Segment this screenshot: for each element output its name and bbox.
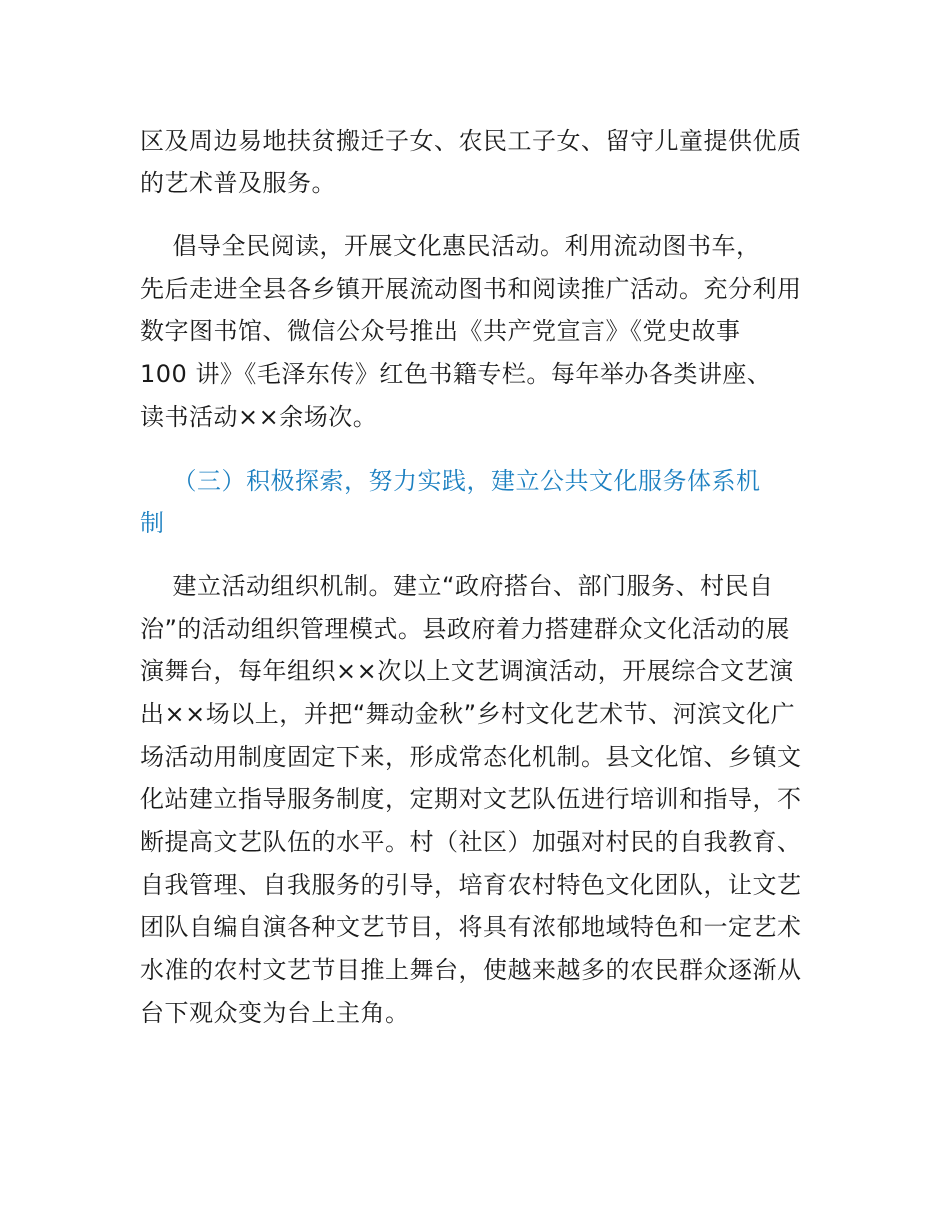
- text-line: 出××场以上，并把“舞动金秋”乡村文化艺术节、河滨文化广: [140, 700, 796, 728]
- text-line: 先后走进全县各乡镇开展流动图书和阅读推广活动。充分利用: [140, 275, 802, 303]
- text-line: 读书活动××余场次。: [140, 403, 378, 431]
- heading-line: 制: [140, 509, 165, 537]
- text-line: 区及周边易地扶贫搬迁子女、农民工子女、留守儿童提供优质: [140, 127, 802, 155]
- text-line: 治”的活动组织管理模式。县政府着力搭建群众文化活动的展: [140, 615, 790, 643]
- text-line: 场活动用制度固定下来，形成常态化机制。县文化馆、乡镇文: [140, 743, 802, 771]
- text-line: 100 讲》《毛泽东传》红色书籍专栏。每年举办各类讲座、: [140, 360, 772, 388]
- heading-line: （三）积极探索，努力实践，建立公共文化服务体系机: [140, 467, 761, 495]
- text-line: 台下观众变为台上主角。: [140, 999, 410, 1027]
- text-line: 倡导全民阅读，开展文化惠民活动。利用流动图书车，: [140, 232, 761, 260]
- text-line: 团队自编自演各种文艺节目，将具有浓郁地域特色和一定艺术: [140, 913, 802, 941]
- text-line: 数字图书馆、微信公众号推出《共产党宣言》《党史故事: [140, 317, 741, 345]
- text-line: 化站建立指导服务制度，定期对文艺队伍进行培训和指导，不: [140, 785, 802, 813]
- text-line: 自我管理、自我服务的引导，培育农村特色文化团队，让文艺: [140, 871, 802, 899]
- text-line: 水准的农村文艺节目推上舞台，使越来越多的农民群众逐渐从: [140, 956, 802, 984]
- text-line: 演舞台，每年组织××次以上文艺调演活动，开展综合文艺演: [140, 657, 794, 685]
- text-line: 建立活动组织机制。建立“政府搭台、部门服务、村民自: [140, 572, 774, 600]
- text-line: 的艺术普及服务。: [140, 169, 336, 197]
- text-line: 断提高文艺队伍的水平。村（社区）加强对村民的自我教育、: [140, 828, 802, 856]
